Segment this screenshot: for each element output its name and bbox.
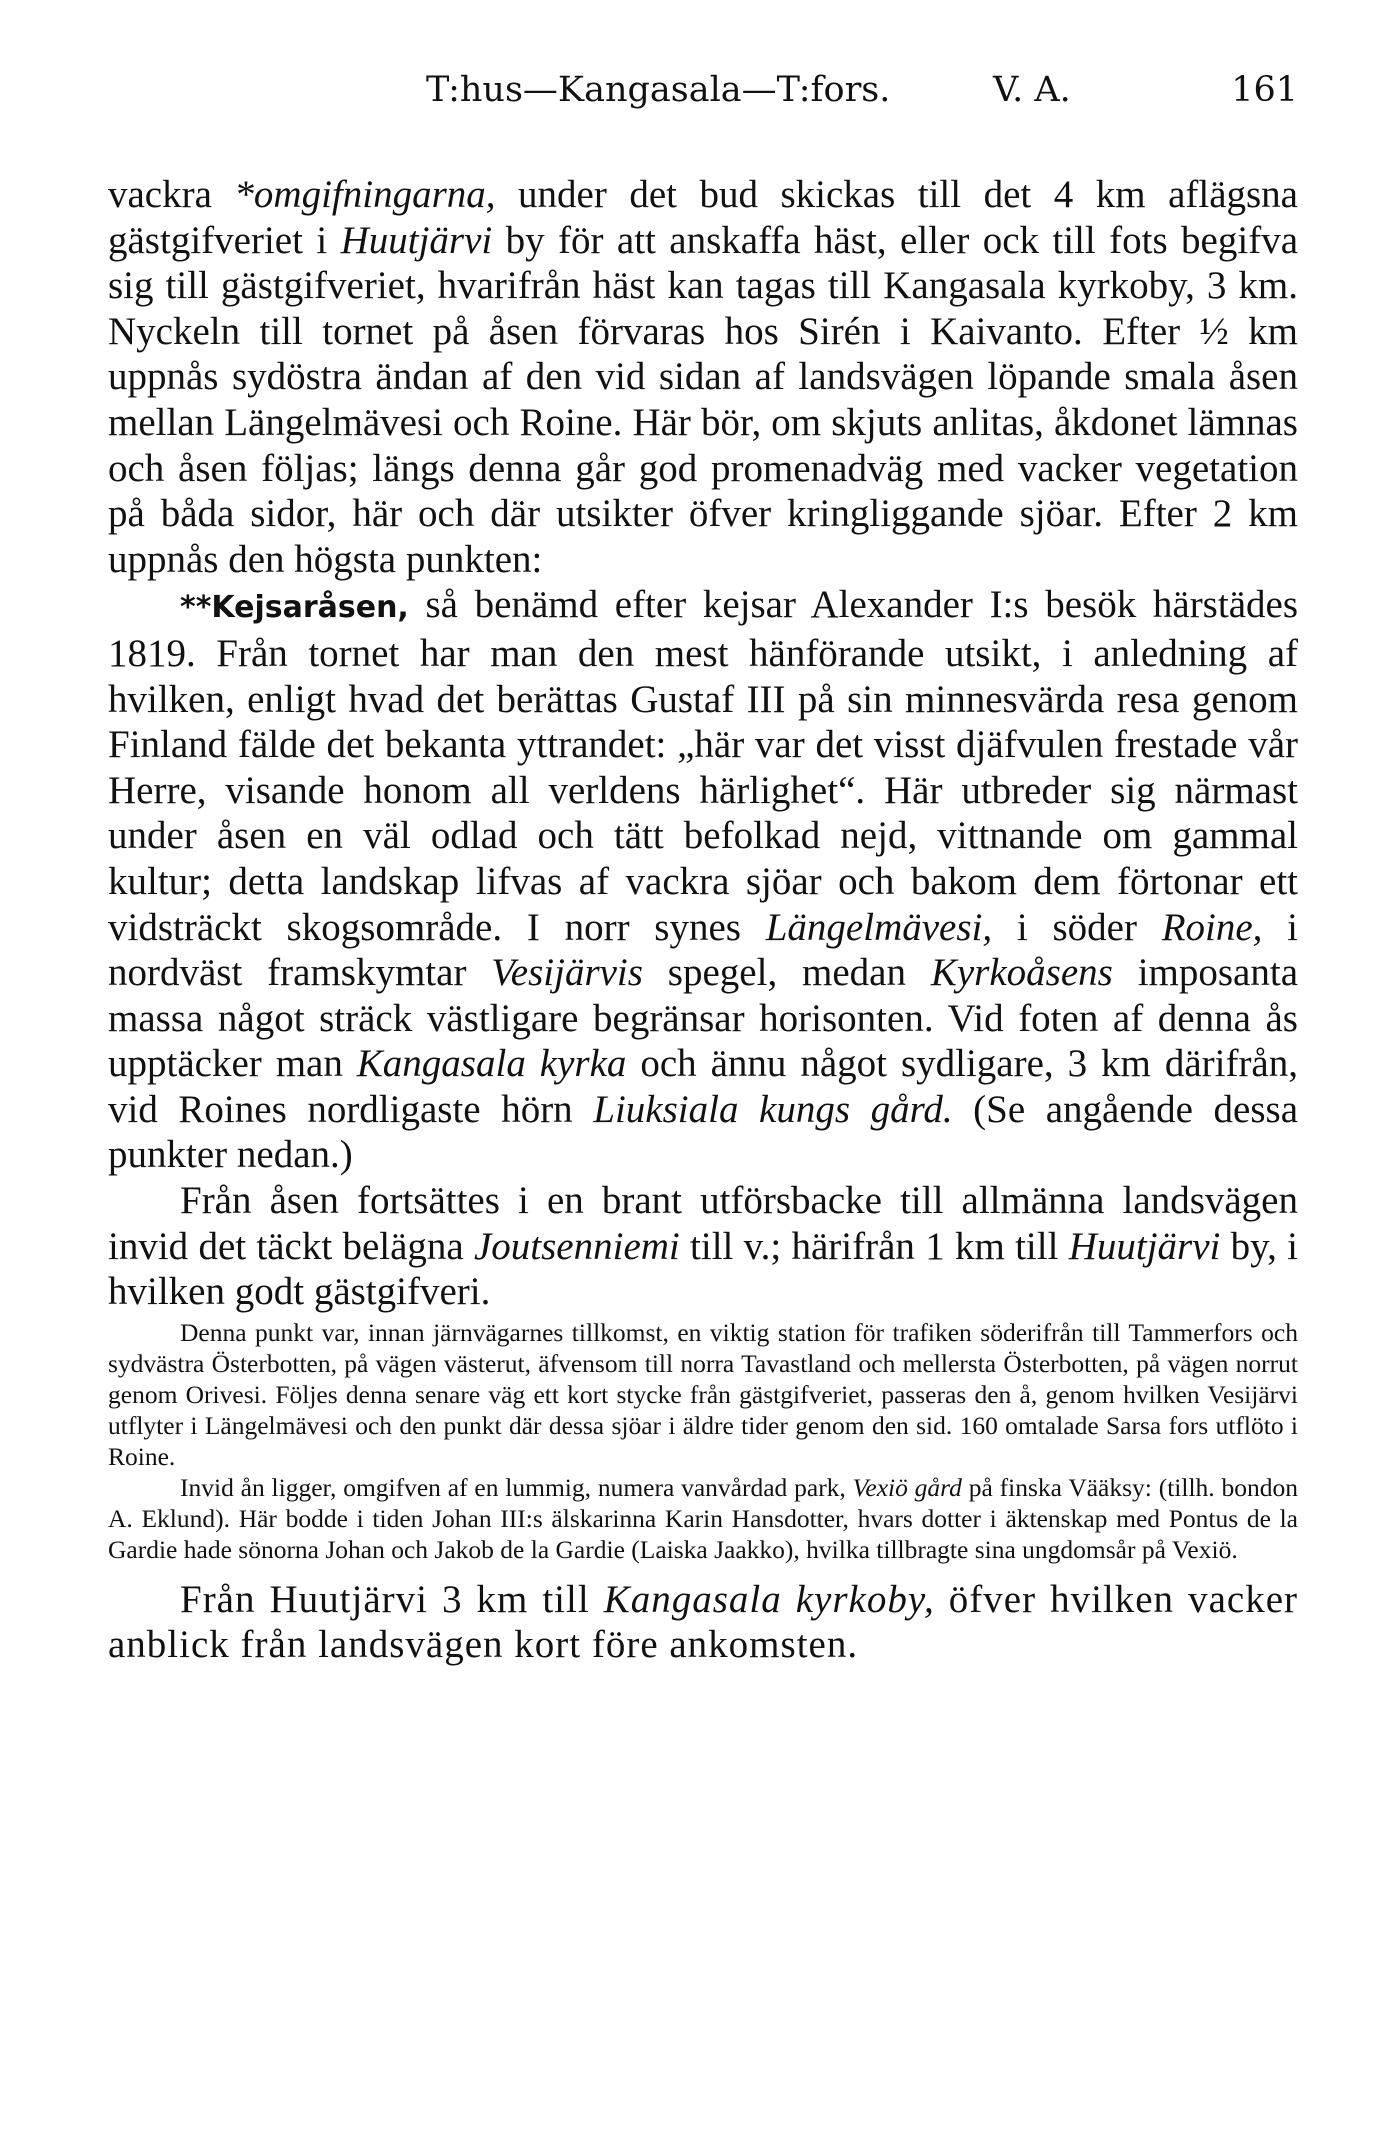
note-denna-punkt: Denna punkt var, innan järnvägarnes tillkomst, en viktig station för trafiken söderifrån till Tammerfors och sydvästra Österbotten, på vägen västerut, äfvensom till norra Tavastland och mellersta Österbotten, på vägen norrut genom Orivesi. Följes denna senare väg ett kort stycke från gästgifveriet, passeras den å, genom hvilken Vesijärvi utflyter i Längelmävesi och den punkt där dessa sjöar i äldre tider genom den sid. 160 omtalade Sarsa fors utflöto i Roine.	[108, 1317, 1298, 1471]
text-run: Invid ån ligger, omgifven af en lummig, numera vanvårdad park,	[180, 1472, 853, 1502]
text-run: så benämd efter kejsar Alexander I:s besök härstädes 1819. Från tornet har man den mest hänförande utsikt, i anledning af hvilken, enligt hvad det berättas Gustaf III på sin minnesvärda resa genom Finland fälde det bekanta yttrandet: „här var det visst djäfvulen frestade vår Herre, visande honom all verldens härlighet“. Här utbreder sig närmast under åsen en väl odlad och tätt befolkad nejd, vittnande om gammal kultur; detta landskap lifvas af vackra sjöar och bakom dem förtonar ett vidsträckt skogsområde. I norr synes	[108, 583, 1298, 949]
paragraph-fran-huutjarvi	[108, 1577, 1298, 1668]
small-print-notes	[108, 1317, 1298, 1565]
text-run: (Se angående dessa punkter nedan.)	[108, 1087, 1299, 1177]
italic-term: *omgifningarna,	[234, 173, 496, 216]
italic-term: Liuksiala kungs gård.	[593, 1087, 953, 1131]
running-head	[108, 60, 1298, 120]
paragraph-fran-asen	[108, 1178, 1298, 1315]
text-run: i söder	[992, 905, 1162, 949]
italic-term: Roine,	[1161, 905, 1263, 949]
italic-term: Huutjärvi	[340, 218, 493, 262]
text-run: till v.; härifrån 1 km till	[679, 1224, 1069, 1268]
text-run: öfver hvilken vacker anblick från landsvägen kort före ankomsten.	[108, 1577, 1298, 1667]
italic-term: Kangasala kyrka	[356, 1042, 627, 1086]
running-head-title: T:hus—Kangasala—T:fors.	[426, 70, 891, 110]
keyword-heading: **Kejsaråsen,	[180, 590, 409, 626]
text-run: imposanta massa något sträck västligare begränsar horisonten. Vid foten af denna ås upptäcker man	[108, 951, 1298, 1086]
italic-term: Längelmävesi,	[765, 905, 993, 949]
text-run: under det bud skickas till det 4 km aflägsna gästgifveriet i	[108, 173, 1298, 262]
text-run: spegel, medan	[642, 951, 931, 995]
text-run: Från Huutjärvi 3 km till	[180, 1577, 604, 1621]
text-run: by för att anskaffa häst, eller ock till fots begifva sig till gästgifveriet, hvarifrån häst kan tagas till Kangasala kyrkoby, 3 km. Nyckeln till tornet på åsen förvaras hos Sirén i Kaivanto. Efter ½ km uppnås sydöstra ändan af den vid sidan af landsvägen löpande smala åsen mellan Längelmävesi och Roine. Här bör, om skjuts anlitas, åkdonet lämnas och åsen följas; längs denna går god promenadväg med vacker vegetation på båda sidor, här och där utsikter öfver kringliggande sjöar. Efter 2 km uppnås den högsta punkten:	[108, 218, 1298, 581]
text-run: i nordväst framskymtar	[108, 905, 1299, 995]
italic-term: Joutsenniemi	[473, 1224, 680, 1268]
italic-term: Kangasala kyrkoby,	[603, 1577, 935, 1621]
italic-term: Kyrkoåsens	[930, 951, 1113, 995]
italic-term: Vesijärvis	[491, 951, 643, 995]
paragraph-omgifningarna	[108, 172, 1298, 582]
main-text	[108, 172, 1298, 1315]
closing-text	[108, 1577, 1298, 1668]
note-vexio-gard	[108, 1472, 1298, 1565]
running-head-section: V. A.	[993, 70, 1071, 110]
text-run: by, i hvilken godt gästgifveri.	[108, 1224, 1298, 1314]
paragraph-kejsarasen	[108, 582, 1298, 1178]
italic-term: Huutjärvi	[1068, 1224, 1221, 1268]
italic-term: Vexiö gård	[852, 1472, 962, 1502]
text-run: Från åsen fortsättes i en brant utförsbacke till allmänna landsvägen invid det täckt belägna	[108, 1179, 1298, 1268]
text-run: vackra	[108, 173, 235, 216]
text-run: på finska Vääksy: (tillh. bondon A. Eklund). Här bodde i tiden Johan III:s älskarinna Karin Hansdotter, hvars dotter i äktenskap med Pontus de la Gardie hade sönorna Johan och Jakob de la Gardie (Laiska Jaakko), hvilka tillbragte sina ungdomsår på Vexiö.	[108, 1472, 1298, 1564]
book-page	[108, 60, 1298, 1668]
text-run: och ännu något sydligare, 3 km därifrån, vid Roines nordligaste hörn	[108, 1042, 1298, 1131]
page-number: 161	[1231, 70, 1298, 110]
